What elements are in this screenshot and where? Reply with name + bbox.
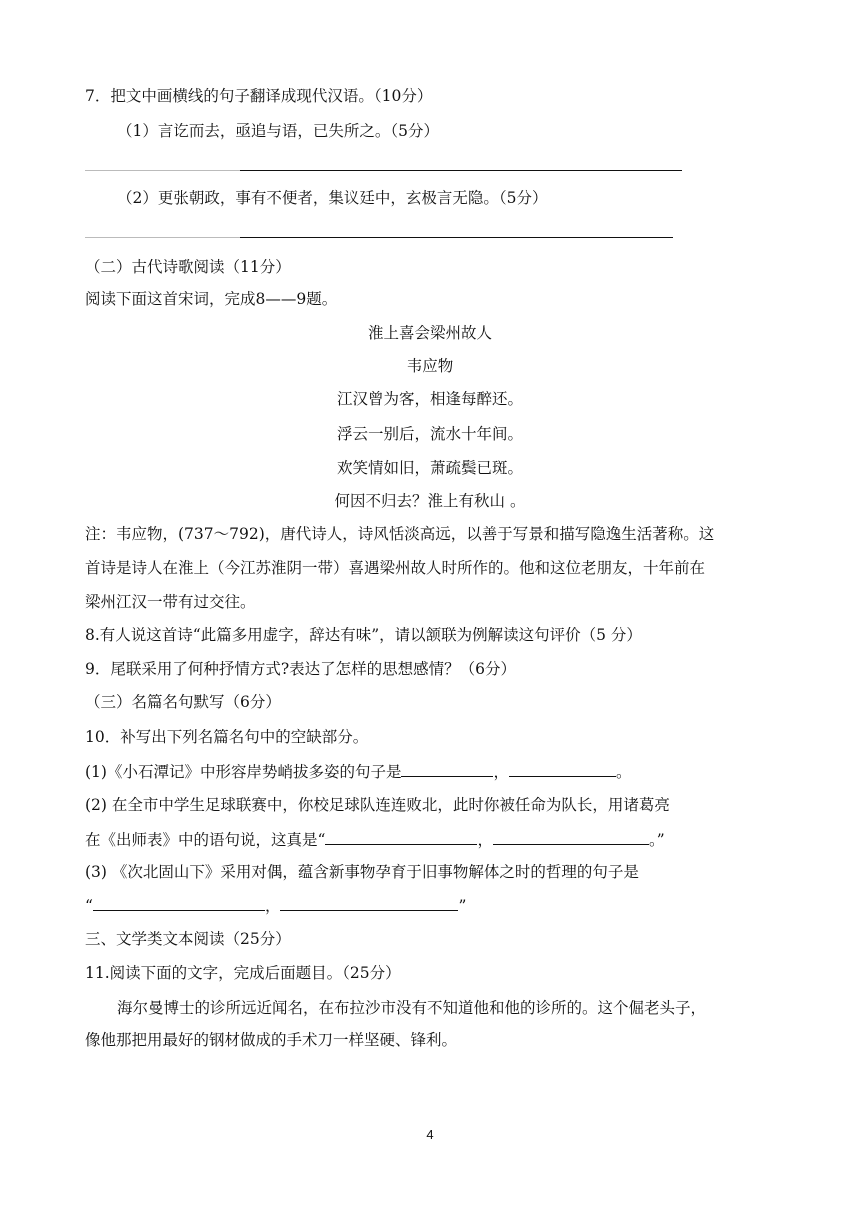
poem-line: 江汉曾为客，相逢每醉还。 (336, 390, 523, 408)
question-10-item-3-cont: “ ， ” (85, 894, 466, 917)
question-10-item-1: (1)《小石潭记》中形容岸势峭拔多姿的句子是 ， 。 (85, 760, 632, 783)
section-2-heading: （二）古代诗歌阅读（11分） (85, 258, 291, 276)
note-line: 梁州江汉一带有过交往。 (85, 593, 256, 611)
part-3-heading: 三、文学类文本阅读（25分） (85, 930, 291, 948)
fill-blank[interactable] (509, 760, 616, 777)
fill-blank[interactable] (493, 828, 649, 845)
fill-blank[interactable] (401, 760, 493, 777)
fill-blank[interactable] (325, 828, 477, 845)
question-10-item-2: (2) 在全市中学生足球联赛中，你校足球队连连败北，此时你被任命为队长，用诸葛亮 (85, 796, 670, 814)
section-2-intro: 阅读下面这首宋词，完成8——9题。 (85, 290, 338, 308)
question-11-stem: 11.阅读下面的文字，完成后面题目。（25分） (85, 964, 401, 982)
q7-sub1: （1）言讫而去，亟追与语，已失所之。（5分） (117, 122, 439, 140)
question-8: 8.有人说这首诗“此篇多用虚字，辞达有味”，请以颔联为例解读这句评价（5 分） (85, 626, 642, 644)
question-10-stem: 10．补写出下列名篇名句中的空缺部分。 (85, 728, 369, 746)
poem-title: 淮上喜会梁州故人 (367, 324, 492, 342)
poem-author: 韦应物 (406, 357, 454, 375)
section-3-heading: （三）名篇名句默写（6分） (85, 693, 281, 711)
question-10-item-3: (3) 《次北固山下》采用对偶，蕴含新事物孕育于旧事物解体之时的哲理的句子是 (85, 863, 639, 881)
q7-stem: 7．把文中画横线的句子翻译成现代汉语。（10分） (85, 87, 433, 105)
passage-line: 海尔曼博士的诊所远近闻名，在布拉沙市没有不知道他和他的诊所的。这个倔老头子， (117, 999, 707, 1017)
poem-line: 浮云一别后，流水十年间。 (336, 425, 523, 443)
answer-line-1 (85, 170, 682, 171)
note-line: 首诗是诗人在淮上（今江苏淮阴一带）喜遇梁州故人时所作的。他和这位老朋友，十年前在 (85, 559, 706, 577)
page-number: 4 (426, 1127, 434, 1142)
answer-line-2 (85, 237, 673, 238)
question-9: 9．尾联采用了何种抒情方式?表达了怎样的思想感情？（6分） (85, 660, 517, 678)
note-line: 注：韦应物，(737～792)，唐代诗人，诗风恬淡高远，以善于写景和描写隐逸生活著称。这 (85, 525, 715, 543)
passage-line: 像他那把用最好的钢材做成的手术刀一样坚硬、锋利。 (85, 1031, 458, 1049)
question-10-item-2-cont: 在《出师表》中的语句说，这真是“ ， 。” (85, 828, 665, 851)
poem-line: 欢笑情如旧，萧疏鬓已斑。 (336, 459, 523, 477)
fill-blank[interactable] (280, 894, 458, 911)
fill-blank[interactable] (93, 894, 265, 911)
q7-sub2: （2）更张朝政，事有不便者，集议廷中，玄极言无隐。（5分） (117, 189, 548, 207)
poem-line: 何因不归去？淮上有秋山 。 (334, 492, 526, 510)
